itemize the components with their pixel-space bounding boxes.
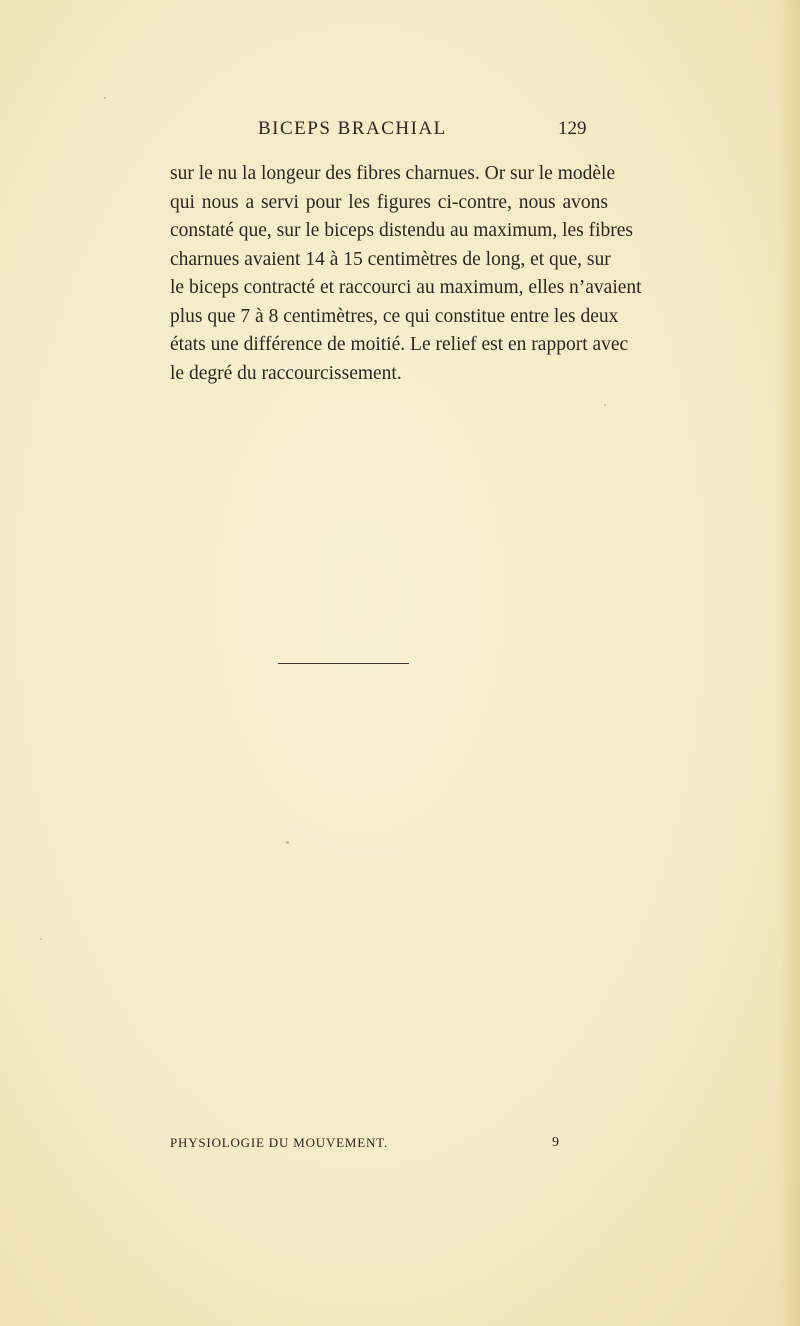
text-line: plus que 7 à 8 centimètres, ce qui constitue entre les deux xyxy=(170,305,619,327)
text-line: états une différence de moitié. Le relief est en rapport avec xyxy=(170,334,629,355)
paper-speck xyxy=(104,97,106,99)
running-head xyxy=(258,118,608,144)
text-line: sur le nu la longeur des fibres charnues. Or sur le modèle xyxy=(170,163,616,184)
text-line: constaté que, sur le biceps distendu au maximum, les fibres xyxy=(170,220,634,241)
text-line: charnues avaient 14 à 15 centimètres de long, et que, sur xyxy=(170,248,611,270)
section-separator-rule xyxy=(278,663,409,664)
signature-line xyxy=(170,1135,570,1157)
signature-title: PHYSIOLOGIE DU MOUVEMENT. xyxy=(170,1135,388,1150)
paper-speck xyxy=(604,404,606,406)
signature-number: 9 xyxy=(552,1135,560,1150)
running-head-title: BICEPS BRACHIAL xyxy=(258,118,447,139)
text-line: le biceps contracté et raccourci au maximum, elles n’avaient xyxy=(170,277,642,298)
paper-speck xyxy=(40,938,42,940)
body-paragraph xyxy=(170,160,642,388)
page-edge-shadow xyxy=(778,0,800,1326)
text-line: le degré du raccourcissement. xyxy=(170,362,402,384)
page-number: 129 xyxy=(558,118,587,139)
text-line: qui nous a servi pour les figures ci-contre, nous avons xyxy=(170,191,608,213)
paper-speck xyxy=(286,841,289,844)
